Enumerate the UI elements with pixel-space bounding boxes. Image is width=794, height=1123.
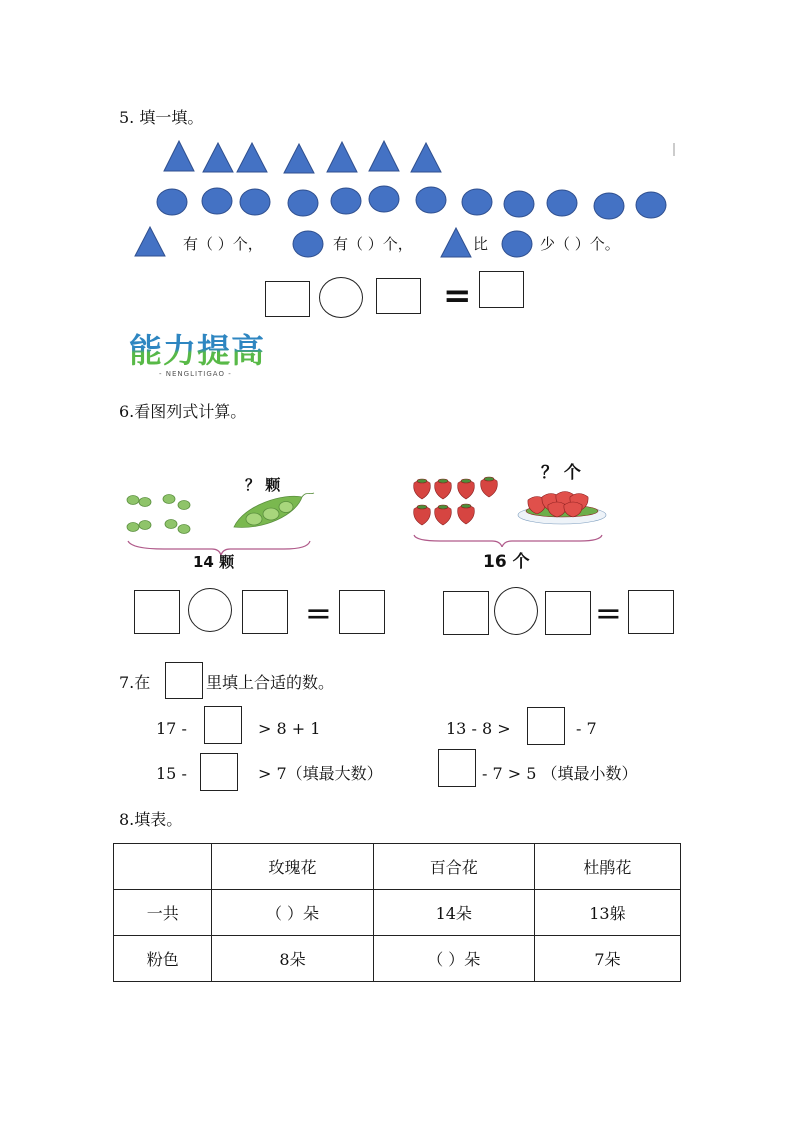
circle-shape	[416, 187, 446, 213]
circle-shape	[547, 190, 577, 216]
operator-circle[interactable]	[319, 277, 363, 318]
table-header-cell: 百合花	[373, 844, 534, 890]
table-cell[interactable]: （ ）朵	[212, 890, 373, 936]
q7-title-post: 里填上合适的数。	[206, 673, 335, 692]
answer-box[interactable]	[479, 271, 524, 308]
equals-sign: =	[305, 594, 332, 632]
q7-row2-left-b: > 7（填最大数）	[258, 764, 383, 783]
beans-total-label: 14 颗	[193, 553, 235, 571]
circle-shape	[462, 189, 492, 215]
table-header-cell: 玫瑰花	[212, 844, 373, 890]
answer-box[interactable]	[339, 590, 385, 634]
triangle-shape	[203, 143, 233, 172]
circle-shape	[240, 189, 270, 215]
q7-row2-left-a: 15 -	[156, 764, 187, 783]
circle-icon	[293, 231, 323, 257]
section-title: 能力提高	[129, 332, 269, 370]
q7-row2-right-a: - 7 > 5 （填最小数）	[482, 764, 638, 783]
answer-box[interactable]	[204, 706, 242, 744]
triangle-shape	[284, 144, 314, 173]
q5-title: 5. 填一填。	[119, 108, 204, 127]
answer-box[interactable]	[438, 749, 476, 787]
fill-text-less: 少（ ）个。	[540, 235, 620, 253]
table-row	[114, 890, 681, 936]
fill-text-has-a: 有（ ）个，	[183, 235, 263, 253]
table-cell: 14朵	[373, 890, 534, 936]
table-cell: 8朵	[212, 936, 373, 982]
strawberries-total-label: 16 个	[483, 552, 530, 572]
circle-icon	[502, 231, 532, 257]
q7-row1-left-b: > 8 + 1	[258, 719, 321, 738]
circle-shape	[594, 193, 624, 219]
triangle-shape	[411, 143, 441, 172]
beans-question-label: ？ 颗	[245, 476, 281, 494]
circle-shape	[157, 189, 187, 215]
q7-row1-right-b: - 7	[576, 719, 597, 738]
table-cell: 粉色	[114, 936, 212, 982]
circle-shape	[288, 190, 318, 216]
table-row	[114, 936, 681, 982]
equals-sign: =	[443, 276, 472, 316]
q7-row1-right-a: 13 - 8 >	[446, 719, 511, 738]
circle-shape	[504, 191, 534, 217]
answer-box[interactable]	[527, 707, 565, 745]
circle-shape	[331, 188, 361, 214]
answer-box[interactable]	[242, 590, 288, 634]
strawberries-picture	[410, 475, 610, 547]
triangle-icon	[135, 227, 165, 256]
operator-circle[interactable]	[188, 588, 232, 632]
circle-shape	[202, 188, 232, 214]
q7-title-pre: 7.在	[119, 673, 151, 692]
operator-circle[interactable]	[494, 587, 538, 635]
answer-box[interactable]	[265, 281, 310, 317]
table-header-cell: 杜鹃花	[534, 844, 680, 890]
table-cell[interactable]: （ ）朵	[373, 936, 534, 982]
beans-picture	[124, 485, 319, 555]
q7-row1-left-a: 17 -	[156, 719, 187, 738]
sample-box	[165, 662, 203, 699]
circle-shape	[636, 192, 666, 218]
triangle-shape	[164, 141, 194, 171]
answer-box[interactable]	[628, 590, 674, 634]
triangle-shape	[369, 141, 399, 171]
triangle-shape	[237, 143, 267, 172]
triangle-icon	[441, 228, 471, 257]
table-cell: 13躲	[534, 890, 680, 936]
fill-text-than: 比	[473, 235, 489, 253]
table-cell: 7朵	[534, 936, 680, 982]
equals-sign: =	[595, 594, 622, 632]
answer-box[interactable]	[443, 591, 489, 635]
answer-box[interactable]	[134, 590, 180, 634]
section-logo	[129, 332, 269, 382]
q6-title: 6.看图列式计算。	[119, 402, 247, 421]
q8-title: 8.填表。	[119, 810, 183, 829]
circle-shape	[369, 186, 399, 212]
table-header-row	[114, 844, 681, 890]
flowers-table	[113, 843, 681, 982]
fill-text-has-b: 有（ ）个，	[333, 235, 413, 253]
table-cell: 一共	[114, 890, 212, 936]
strawberries-question-label: ？ 个	[541, 463, 581, 483]
section-subtitle: - NENGLITIGAO -	[159, 370, 232, 378]
answer-box[interactable]	[376, 278, 421, 314]
answer-box[interactable]	[200, 753, 238, 791]
triangle-shape	[327, 142, 357, 172]
answer-box[interactable]	[545, 591, 591, 635]
table-header-cell	[114, 844, 212, 890]
